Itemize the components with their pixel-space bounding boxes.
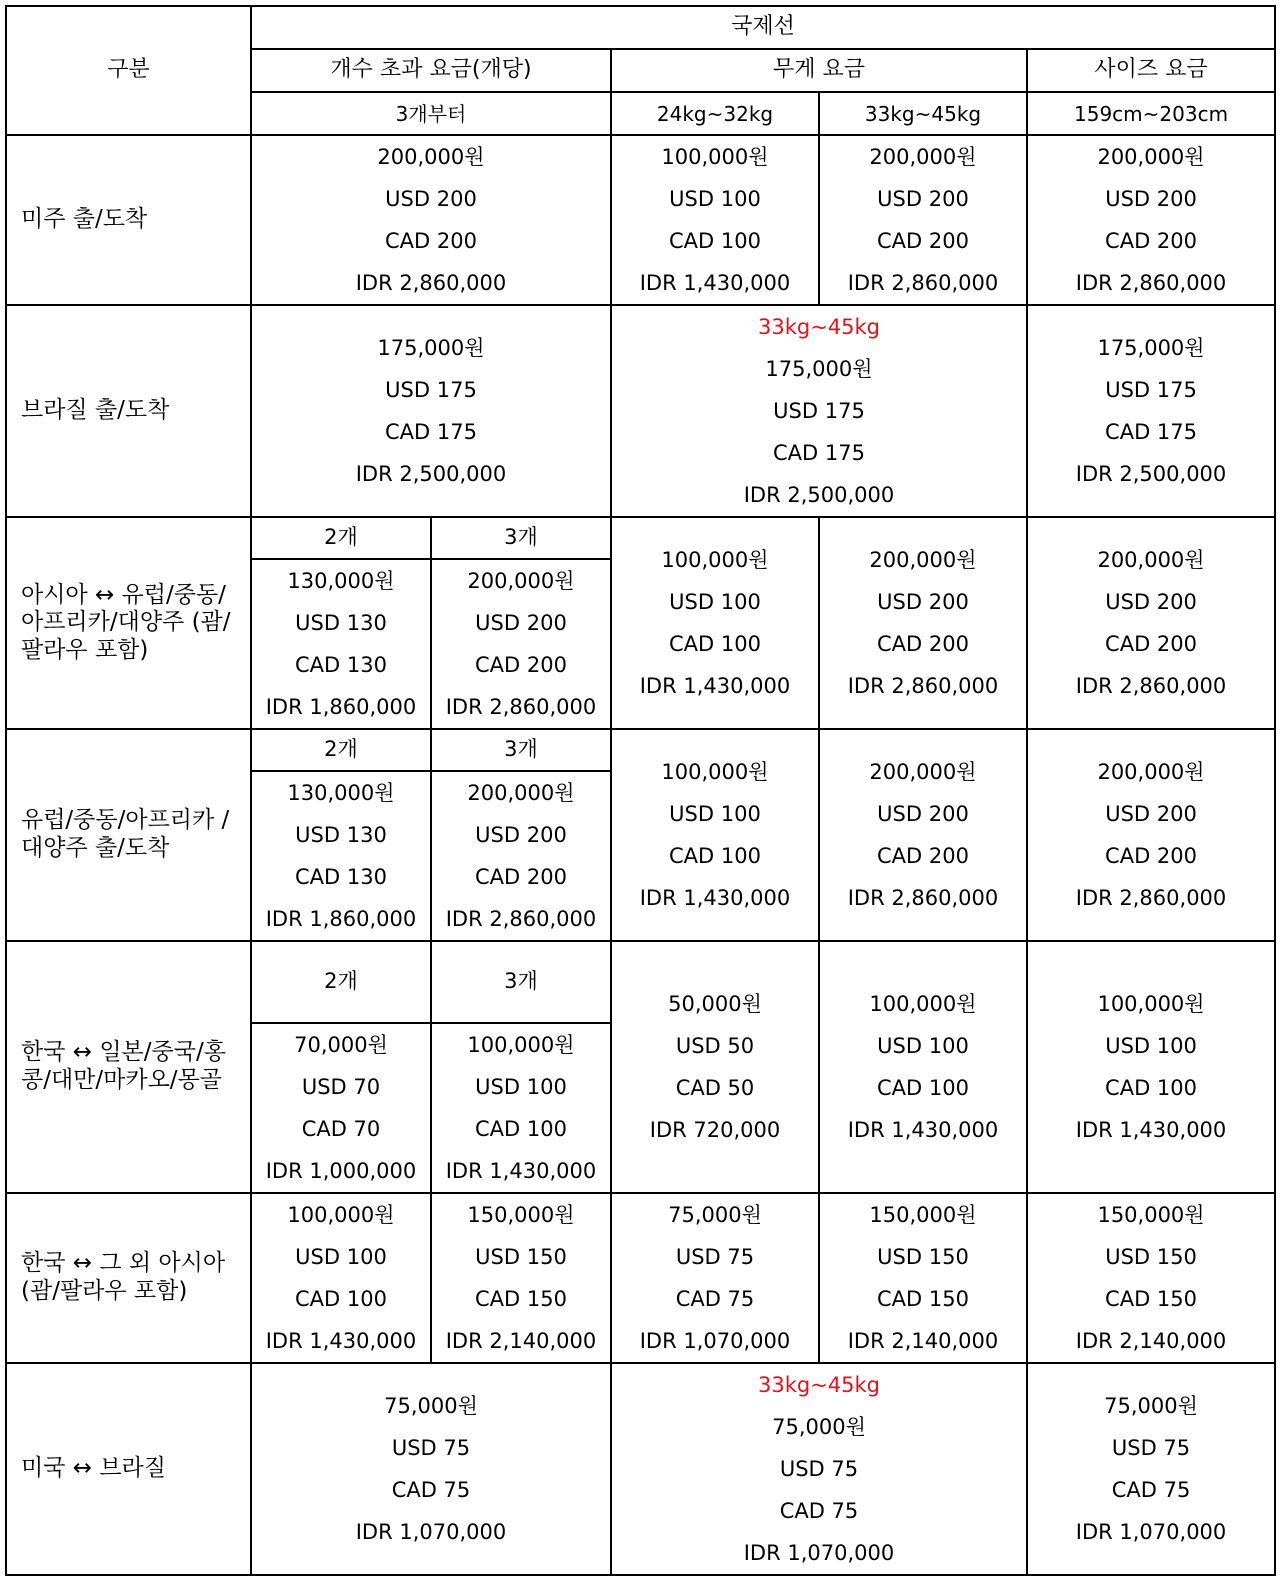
price-idr: IDR 1,430,000 bbox=[639, 271, 791, 295]
price-cad: CAD 175 bbox=[773, 441, 865, 465]
price-krw: 75,000원 bbox=[668, 1203, 762, 1227]
price-cell bbox=[251, 135, 611, 305]
price-usd: USD 200 bbox=[877, 187, 969, 211]
price-usd: USD 150 bbox=[475, 1245, 567, 1269]
price-krw: 70,000원 bbox=[294, 1033, 388, 1057]
price-usd: USD 130 bbox=[295, 611, 387, 635]
price-cell bbox=[611, 517, 819, 729]
region-label: 브라질 출/도착 bbox=[6, 305, 251, 517]
price-idr: IDR 720,000 bbox=[649, 1118, 781, 1142]
price-cad: CAD 50 bbox=[675, 1076, 755, 1100]
price-cell bbox=[431, 1023, 611, 1193]
price-cell bbox=[611, 135, 819, 305]
region-label: 유럽/중동/아프리카 /대양주 출/도착 bbox=[6, 729, 251, 941]
price-usd: USD 75 bbox=[779, 1457, 859, 1481]
count-label: 2개 bbox=[251, 517, 431, 559]
price-krw: 175,000원 bbox=[377, 336, 485, 360]
price-idr: IDR 2,860,000 bbox=[847, 271, 999, 295]
price-usd: USD 175 bbox=[385, 378, 477, 402]
price-krw: 100,000원 bbox=[1097, 992, 1205, 1016]
price-usd: USD 75 bbox=[391, 1436, 471, 1460]
price-cell bbox=[819, 135, 1027, 305]
price-krw: 100,000원 bbox=[287, 1203, 395, 1227]
price-idr: IDR 1,430,000 bbox=[639, 886, 791, 910]
price-idr: IDR 1,860,000 bbox=[265, 695, 417, 719]
count-label: 2개 bbox=[251, 729, 431, 771]
price-krw: 200,000원 bbox=[377, 145, 485, 169]
price-cell bbox=[611, 1193, 819, 1363]
price-idr: IDR 2,860,000 bbox=[1075, 271, 1227, 295]
price-idr: IDR 1,070,000 bbox=[743, 1541, 895, 1565]
region-label: 미주 출/도착 bbox=[6, 135, 251, 305]
table-row bbox=[6, 1193, 1275, 1363]
price-cell bbox=[819, 1193, 1027, 1363]
count-label: 2개 bbox=[251, 941, 431, 1023]
price-usd: USD 200 bbox=[1105, 590, 1197, 614]
header-category: 구분 bbox=[6, 6, 251, 135]
price-cell bbox=[251, 1363, 611, 1575]
price-usd: USD 70 bbox=[301, 1075, 381, 1099]
header-weight-range-1: 24kg~32kg bbox=[611, 92, 819, 135]
price-cad: CAD 200 bbox=[475, 865, 567, 889]
price-cell bbox=[251, 771, 431, 941]
price-idr: IDR 2,860,000 bbox=[847, 674, 999, 698]
price-usd: USD 200 bbox=[475, 611, 567, 635]
price-idr: IDR 2,860,000 bbox=[1075, 886, 1227, 910]
price-cell bbox=[251, 1023, 431, 1193]
price-cad: CAD 100 bbox=[1105, 1076, 1198, 1100]
price-krw: 150,000원 bbox=[467, 1203, 575, 1227]
price-idr: IDR 2,860,000 bbox=[847, 886, 999, 910]
price-cad: CAD 150 bbox=[877, 1287, 969, 1311]
price-cad: CAD 175 bbox=[1105, 420, 1198, 444]
price-idr: IDR 2,860,000 bbox=[445, 695, 597, 719]
price-krw: 200,000원 bbox=[869, 145, 977, 169]
price-krw: 130,000원 bbox=[287, 569, 395, 593]
price-idr: IDR 2,140,000 bbox=[445, 1329, 597, 1353]
price-krw: 150,000원 bbox=[1097, 1203, 1205, 1227]
price-cell bbox=[819, 517, 1027, 729]
price-usd: USD 200 bbox=[877, 590, 969, 614]
price-krw: 175,000원 bbox=[765, 357, 873, 381]
price-idr: IDR 1,000,000 bbox=[265, 1159, 417, 1183]
region-label: 한국 ↔ 일본/중국/홍콩/대만/마카오/몽골 bbox=[6, 941, 251, 1193]
price-cad: CAD 100 bbox=[475, 1117, 567, 1141]
price-krw: 200,000원 bbox=[1097, 760, 1205, 784]
price-usd: USD 200 bbox=[1105, 802, 1197, 826]
price-cad: CAD 130 bbox=[295, 865, 387, 889]
price-cell bbox=[611, 729, 819, 941]
price-cell bbox=[251, 1193, 431, 1363]
price-cad: CAD 150 bbox=[475, 1287, 567, 1311]
price-krw: 75,000원 bbox=[384, 1394, 478, 1418]
price-idr: IDR 1,070,000 bbox=[639, 1329, 791, 1353]
price-krw: 200,000원 bbox=[1097, 145, 1205, 169]
price-idr: IDR 2,140,000 bbox=[1075, 1329, 1227, 1353]
price-usd: USD 200 bbox=[475, 823, 567, 847]
price-cad: CAD 200 bbox=[877, 229, 969, 253]
price-cell bbox=[819, 941, 1027, 1193]
price-idr: IDR 2,860,000 bbox=[1075, 674, 1227, 698]
price-krw: 200,000원 bbox=[467, 781, 575, 805]
price-usd: USD 200 bbox=[1105, 187, 1197, 211]
price-cell bbox=[431, 1193, 611, 1363]
price-usd: USD 50 bbox=[675, 1034, 755, 1058]
price-krw: 200,000원 bbox=[467, 569, 575, 593]
header-weight-fee: 무게 요금 bbox=[611, 49, 1027, 92]
price-usd: USD 100 bbox=[669, 802, 761, 826]
header-weight-range-2: 33kg~45kg bbox=[819, 92, 1027, 135]
price-krw: 75,000원 bbox=[772, 1415, 866, 1439]
price-cad: CAD 200 bbox=[877, 844, 969, 868]
table-row bbox=[6, 1363, 1275, 1575]
price-krw: 100,000원 bbox=[661, 145, 769, 169]
price-usd: USD 75 bbox=[1111, 1436, 1191, 1460]
price-cad: CAD 100 bbox=[669, 632, 761, 656]
price-cad: CAD 100 bbox=[295, 1287, 387, 1311]
price-cad: CAD 100 bbox=[669, 229, 761, 253]
price-cad: CAD 130 bbox=[295, 653, 387, 677]
price-idr: IDR 2,860,000 bbox=[355, 271, 507, 295]
price-cad: CAD 175 bbox=[385, 420, 477, 444]
price-cell bbox=[431, 771, 611, 941]
price-usd: USD 200 bbox=[385, 187, 477, 211]
price-cell bbox=[611, 305, 1027, 517]
header-count-from: 3개부터 bbox=[251, 92, 611, 135]
price-usd: USD 150 bbox=[1105, 1245, 1197, 1269]
price-usd: USD 130 bbox=[295, 823, 387, 847]
table-row bbox=[6, 517, 1275, 559]
header-count-fee: 개수 초과 요금(개당) bbox=[251, 49, 611, 92]
price-usd: USD 100 bbox=[295, 1245, 387, 1269]
price-usd: USD 100 bbox=[1105, 1034, 1197, 1058]
price-cad: CAD 75 bbox=[675, 1287, 755, 1311]
price-idr: IDR 2,140,000 bbox=[847, 1329, 999, 1353]
table-row bbox=[6, 941, 1275, 1023]
price-usd: USD 100 bbox=[669, 590, 761, 614]
price-usd: USD 100 bbox=[877, 1034, 969, 1058]
price-cell bbox=[1027, 729, 1275, 941]
price-cad: CAD 75 bbox=[1111, 1478, 1191, 1502]
table-row bbox=[6, 729, 1275, 771]
price-cell bbox=[251, 559, 431, 729]
price-usd: USD 175 bbox=[1105, 378, 1197, 402]
price-idr: IDR 1,070,000 bbox=[355, 1520, 507, 1544]
price-cell bbox=[1027, 1193, 1275, 1363]
price-usd: USD 100 bbox=[475, 1075, 567, 1099]
price-krw: 100,000원 bbox=[869, 992, 977, 1016]
table-row bbox=[6, 305, 1275, 517]
price-cad: CAD 100 bbox=[877, 1076, 969, 1100]
price-krw: 100,000원 bbox=[661, 548, 769, 572]
price-cad: CAD 200 bbox=[385, 229, 477, 253]
price-cell bbox=[819, 729, 1027, 941]
price-cad: CAD 200 bbox=[475, 653, 567, 677]
price-krw: 200,000원 bbox=[1097, 548, 1205, 572]
price-idr: IDR 1,430,000 bbox=[445, 1159, 597, 1183]
price-krw: 175,000원 bbox=[1097, 336, 1205, 360]
price-cell bbox=[1027, 517, 1275, 729]
price-cad: CAD 200 bbox=[1105, 632, 1198, 656]
price-idr: IDR 1,430,000 bbox=[1075, 1118, 1227, 1142]
region-label: 아시아 ↔ 유럽/중동/아프리카/대양주 (괌/팔라우 포함) bbox=[6, 517, 251, 729]
baggage-fee-table bbox=[5, 5, 1276, 1576]
price-idr: IDR 2,500,000 bbox=[743, 483, 895, 507]
price-idr: IDR 1,860,000 bbox=[265, 907, 417, 931]
count-label: 3개 bbox=[431, 941, 611, 1023]
price-idr: IDR 1,430,000 bbox=[847, 1118, 999, 1142]
price-cad: CAD 150 bbox=[1105, 1287, 1198, 1311]
price-idr: IDR 1,070,000 bbox=[1075, 1520, 1227, 1544]
price-idr: IDR 2,500,000 bbox=[355, 462, 507, 486]
price-idr: IDR 1,430,000 bbox=[639, 674, 791, 698]
price-krw: 100,000원 bbox=[661, 760, 769, 784]
price-cell bbox=[1027, 305, 1275, 517]
price-cell bbox=[1027, 941, 1275, 1193]
price-usd: USD 75 bbox=[675, 1245, 755, 1269]
price-krw: 200,000원 bbox=[869, 760, 977, 784]
price-krw: 75,000원 bbox=[1104, 1394, 1198, 1418]
price-cad: CAD 200 bbox=[1105, 229, 1198, 253]
price-krw: 150,000원 bbox=[869, 1203, 977, 1227]
price-cell bbox=[1027, 135, 1275, 305]
price-krw: 50,000원 bbox=[668, 992, 762, 1016]
price-usd: USD 100 bbox=[669, 187, 761, 211]
price-krw: 100,000원 bbox=[467, 1033, 575, 1057]
region-label: 한국 ↔ 그 외 아시아 (괌/팔라우 포함) bbox=[6, 1193, 251, 1363]
header-size-fee: 사이즈 요금 bbox=[1027, 49, 1275, 92]
price-krw: 130,000원 bbox=[287, 781, 395, 805]
price-cad: CAD 100 bbox=[669, 844, 761, 868]
price-krw: 200,000원 bbox=[869, 548, 977, 572]
price-usd: USD 175 bbox=[773, 399, 865, 423]
price-cell bbox=[611, 941, 819, 1193]
header-size-range: 159cm~203cm bbox=[1027, 92, 1275, 135]
price-cell bbox=[431, 559, 611, 729]
table-row bbox=[6, 135, 1275, 305]
price-cad: CAD 200 bbox=[1105, 844, 1198, 868]
count-label: 3개 bbox=[431, 517, 611, 559]
price-cell bbox=[1027, 1363, 1275, 1575]
price-idr: IDR 2,500,000 bbox=[1075, 462, 1227, 486]
weight-note: 33kg~45kg bbox=[757, 315, 881, 339]
price-cad: CAD 75 bbox=[391, 1478, 471, 1502]
price-idr: IDR 2,860,000 bbox=[445, 907, 597, 931]
price-cad: CAD 200 bbox=[877, 632, 969, 656]
price-usd: USD 150 bbox=[877, 1245, 969, 1269]
header-international: 국제선 bbox=[251, 6, 1275, 49]
price-idr: IDR 1,430,000 bbox=[265, 1329, 417, 1353]
weight-note: 33kg~45kg bbox=[757, 1373, 881, 1397]
price-cell bbox=[611, 1363, 1027, 1575]
price-cell bbox=[251, 305, 611, 517]
price-cad: CAD 70 bbox=[301, 1117, 381, 1141]
count-label: 3개 bbox=[431, 729, 611, 771]
region-label: 미국 ↔ 브라질 bbox=[6, 1363, 251, 1575]
price-cad: CAD 75 bbox=[779, 1499, 859, 1523]
price-usd: USD 200 bbox=[877, 802, 969, 826]
